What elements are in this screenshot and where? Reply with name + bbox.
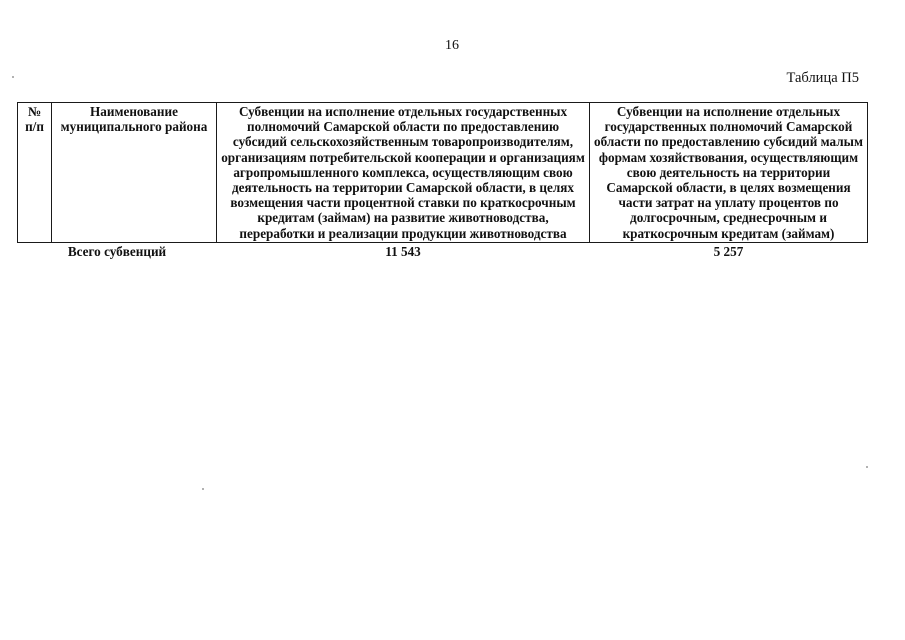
scan-speck — [12, 76, 14, 78]
table-total-row — [18, 242, 868, 259]
subsidy-table — [17, 102, 868, 259]
scan-speck — [202, 488, 204, 490]
table-caption: Таблица П5 — [786, 70, 859, 86]
table-header-row — [18, 103, 868, 243]
total-label: Всего субвенций — [67, 243, 167, 259]
header-row-number: № п/п — [18, 103, 52, 243]
header-subvention-small-farms: Субвенции на исполнение отдельных государственных полномочий Самарской области по предоставлению субсидий малым формам хозяйствования, осуществляющим свою деятельность на территории Самарской области, в целях возмещения части затрат на уплату процентов по долгосрочным, среднесрочным и краткосрочным кредитам (займам) — [590, 103, 868, 243]
page-number: 16 — [445, 38, 459, 53]
header-district-name: Наименование муниципального района — [52, 103, 217, 243]
total-value-livestock: 11 543 — [385, 243, 421, 259]
header-subvention-livestock: Субвенции на исполнение отдельных государственных полномочий Самарской области по предоставлению субсидий сельскохозяйственным товаропроизводителям, организациям потребительской кооперации и организациям агропромышленного комплекса, осуществляющим свою деятельность на территории Самарской области, в целях возмещения части процентной ставки по краткосрочным кредитам (займам) на развитие животноводства, переработки и реализации продукции животноводства — [217, 103, 590, 243]
scan-speck — [866, 466, 868, 468]
total-value-small-farms: 5 257 — [713, 243, 744, 259]
